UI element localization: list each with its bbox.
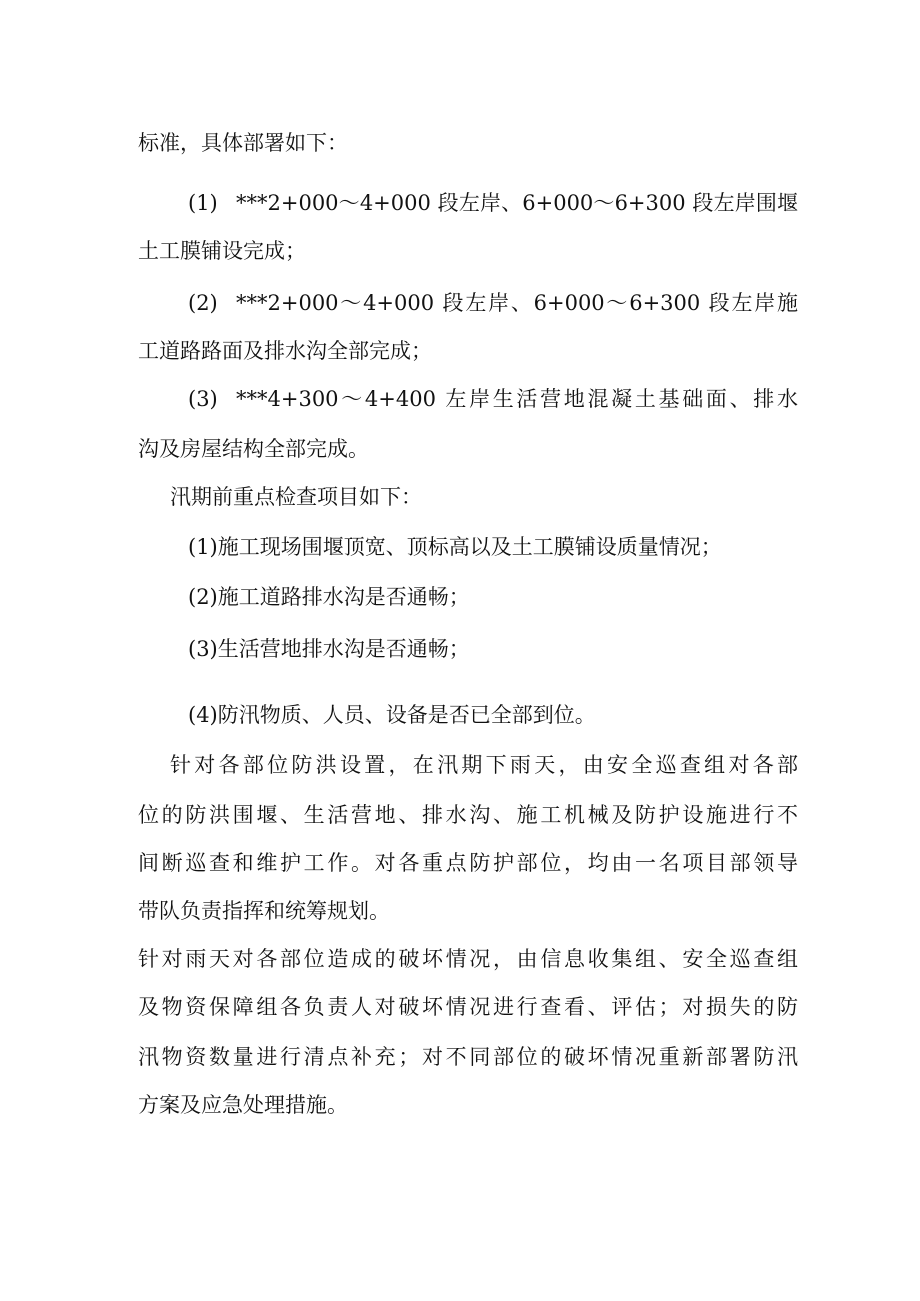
text-line: 沟及房屋结构全部完成。 <box>138 437 369 461</box>
text-line: 工道路路面及排水沟全部完成； <box>138 339 432 363</box>
section-heading: 汛期前重点检查项目如下： <box>170 485 422 509</box>
text-line: 位的防洪围堰、生活营地、排水沟、施工机械及防护设施进行不 <box>138 803 798 827</box>
text-line: 土工膜铺设完成； <box>138 239 306 263</box>
list-number: (1) <box>188 191 218 215</box>
text-line: ***2+000～4+000 段左岸、6+000～6+300 段左岸围堰 <box>236 191 798 215</box>
text-line: 汛物资数量进行清点补充；对不同部位的破坏情况重新部署防汛 <box>138 1045 798 1069</box>
text-line: 针对各部位防洪设置，在汛期下雨天，由安全巡查组对各部 <box>170 753 798 777</box>
list-number: (2) <box>188 291 218 315</box>
check-item-1: (1)施工现场围堰顶宽、顶标高以及土工膜铺设质量情况； <box>188 535 722 559</box>
text-line: 带队负责指挥和统筹规划。 <box>138 899 390 923</box>
check-item-4: (4)防汛物质、人员、设备是否已全部到位。 <box>188 703 596 727</box>
deployment-item-1 <box>188 188 798 218</box>
deployment-item-2 <box>188 288 798 318</box>
text-line: 及物资保障组各负责人对破坏情况进行查看、评估；对损失的防 <box>138 995 798 1019</box>
check-item-3: (3)生活营地排水沟是否通畅； <box>188 637 470 661</box>
text-line: ***2+000～4+000 段左岸、6+000～6+300 段左岸施 <box>236 291 798 315</box>
text-line: 方案及应急处理措施。 <box>138 1093 348 1117</box>
text-line: 标准，具体部署如下： <box>138 131 348 155</box>
list-number: (3) <box>188 387 218 411</box>
deployment-item-3 <box>188 384 798 414</box>
check-item-2: (2)施工道路排水沟是否通畅； <box>188 585 470 609</box>
text-line: 间断巡查和维护工作。对各重点防护部位，均由一名项目部领导 <box>138 851 798 875</box>
text-line: 针对雨天对各部位造成的破坏情况，由信息收集组、安全巡查组 <box>138 947 798 971</box>
text-line: ***4+300～4+400 左岸生活营地混凝土基础面、排水 <box>236 387 798 411</box>
